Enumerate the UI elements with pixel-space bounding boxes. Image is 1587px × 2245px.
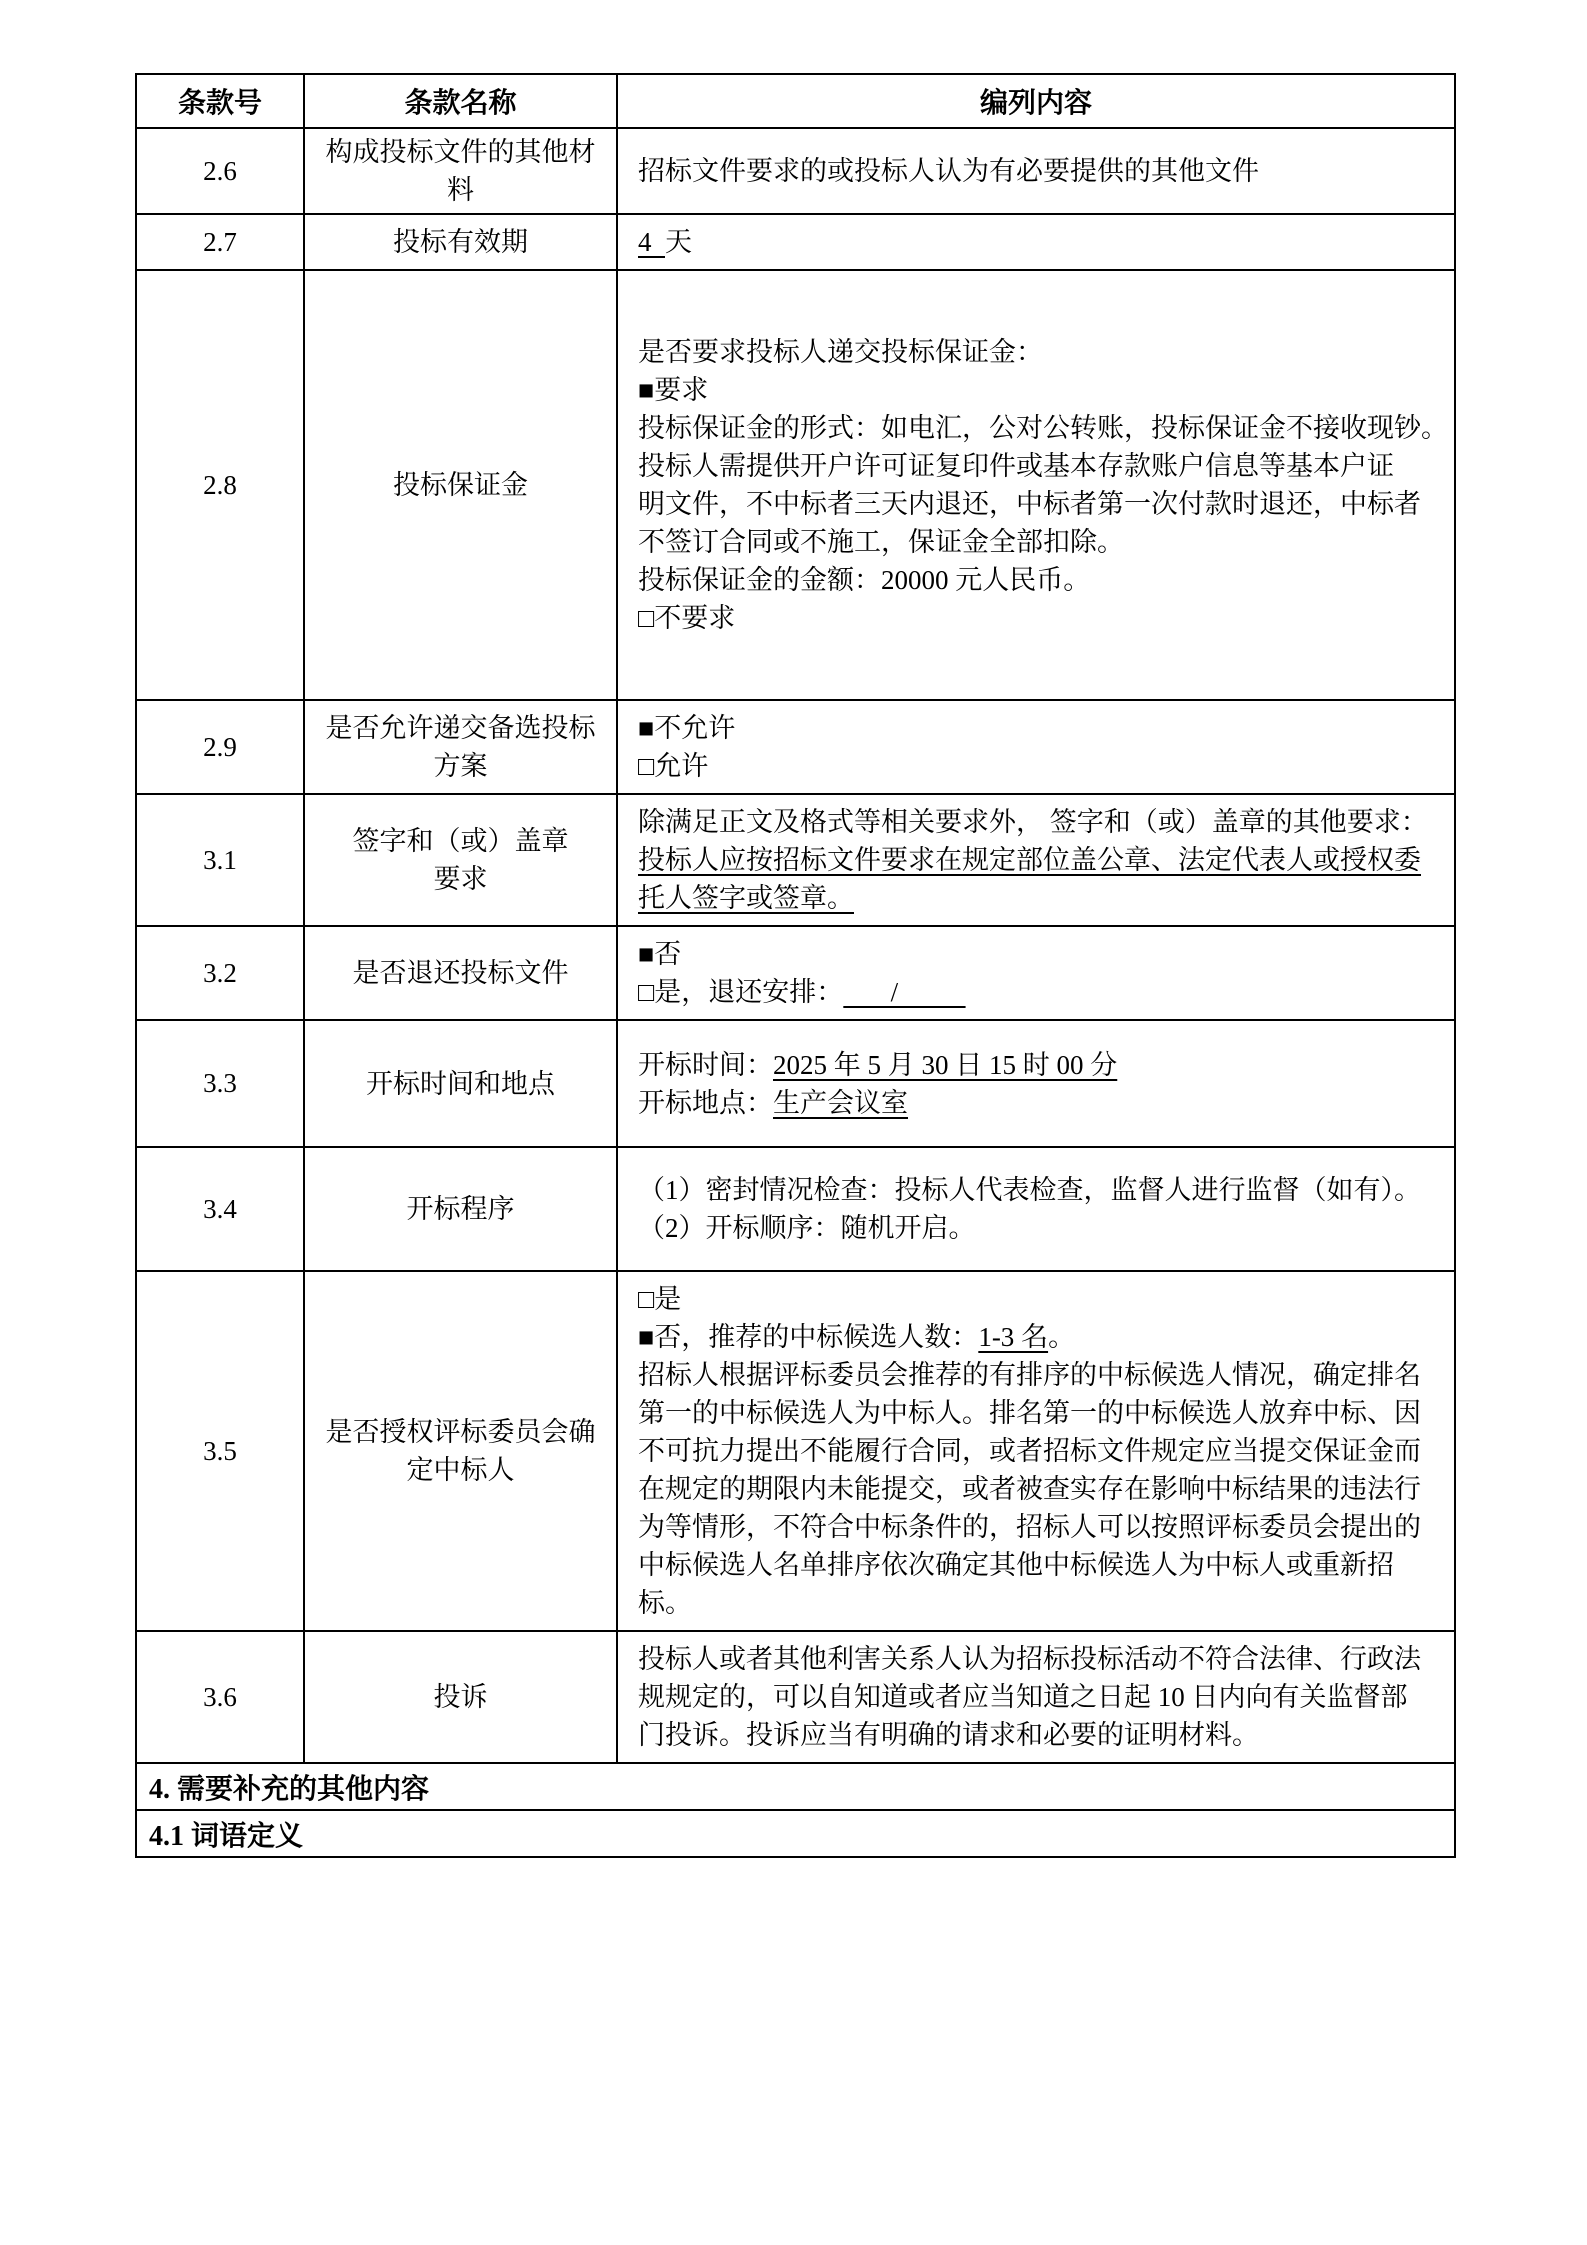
- text-segment: 明文件，不中标者三天内退还，中标者第一次付款时退还，中标者: [638, 489, 1421, 519]
- text-segment: 为等情形，不符合中标条件的，招标人可以按照评标委员会提出的: [638, 1512, 1421, 1542]
- text-segment: 投标人或者其他利害关系人认为招标投标活动不符合法律、行政法: [638, 1644, 1421, 1674]
- section-4-title: 4. 需要补充的其他内容: [136, 1763, 1455, 1810]
- content-line: [638, 223, 1448, 261]
- text-segment: 在规定的期限内未能提交，或者被查实存在影响中标结果的违法行: [638, 1474, 1421, 1504]
- content-line: [638, 1280, 1448, 1318]
- col-header-content: 编列内容: [617, 74, 1455, 128]
- underlined-text: 生产会议室: [773, 1087, 908, 1118]
- text-segment: □允许: [638, 751, 709, 781]
- content-line: [638, 409, 1448, 447]
- clause-no: 2.9: [136, 700, 304, 794]
- text-segment: 招标人根据评标委员会推荐的有排序的中标候选人情况，确定排名: [638, 1360, 1421, 1390]
- content-line: [638, 1432, 1448, 1470]
- content-line: [638, 747, 1448, 785]
- text-segment: 投标保证金的金额：20000 元人民币。: [638, 565, 1091, 595]
- text-segment: 不签订合同或不施工，保证金全部扣除。: [638, 527, 1124, 557]
- text-segment: （2）开标顺序：随机开启。: [638, 1213, 976, 1243]
- col-header-clause-no: 条款号: [136, 74, 304, 128]
- clause-content: [617, 926, 1455, 1020]
- table-row: [136, 1271, 1455, 1631]
- clause-name: 构成投标文件的其他材 料: [304, 128, 617, 214]
- text-segment: □不要求: [638, 603, 736, 633]
- header-row: [136, 74, 1455, 128]
- content-line: [638, 447, 1448, 485]
- clause-content: [617, 1147, 1455, 1271]
- clauses-body: [136, 128, 1455, 1763]
- clause-content: [617, 1271, 1455, 1631]
- content-line: [638, 295, 1448, 333]
- text-segment: 第一的中标候选人为中标人。排名第一的中标候选人放弃中标、因: [638, 1398, 1421, 1428]
- section-row-4-1: [136, 1810, 1455, 1857]
- table-row: [136, 926, 1455, 1020]
- text-segment: 不可抗力提出不能履行合同，或者招标文件规定应当提交保证金而: [638, 1436, 1421, 1466]
- clause-name: 是否允许递交备选投标 方案: [304, 700, 617, 794]
- clause-content: [617, 1020, 1455, 1147]
- clause-name: 是否退还投标文件: [304, 926, 617, 1020]
- text-segment: 投标人需提供开户许可证复印件或基本存款账户信息等基本户证: [638, 451, 1394, 481]
- content-line: [638, 1318, 1448, 1356]
- clause-name: 开标程序: [304, 1147, 617, 1271]
- content-line: [638, 1640, 1448, 1678]
- content-line: [638, 973, 1448, 1011]
- content-line: [638, 371, 1448, 409]
- clause-name: 签字和（或）盖章 要求: [304, 794, 617, 926]
- text-segment: ■否: [638, 939, 682, 969]
- section-rows: [136, 1763, 1455, 1857]
- content-line: [638, 152, 1448, 190]
- clause-name: 是否授权评标委员会确 定中标人: [304, 1271, 617, 1631]
- clause-no: 3.4: [136, 1147, 304, 1271]
- clause-name: 投标有效期: [304, 214, 617, 270]
- clause-content: [617, 214, 1455, 270]
- content-line: [638, 1678, 1448, 1716]
- text-segment: 中标候选人名单排序依次确定其他中标候选人为中标人或重新招: [638, 1550, 1394, 1580]
- text-segment: 除满足正文及格式等相关要求外， 签字和（或）盖章的其他要求：: [638, 807, 1428, 837]
- text-segment: 开标时间：: [638, 1049, 773, 1080]
- clause-content: [617, 270, 1455, 700]
- clause-no: 2.8: [136, 270, 304, 700]
- table-row: [136, 700, 1455, 794]
- content-line: [638, 1584, 1448, 1622]
- clause-no: 3.1: [136, 794, 304, 926]
- text-segment: 门投诉。投诉应当有明确的请求和必要的证明材料。: [638, 1720, 1259, 1750]
- content-line: [638, 1171, 1448, 1209]
- content-line: [638, 561, 1448, 599]
- content-line: [638, 1356, 1448, 1394]
- content-line: [638, 637, 1448, 675]
- text-segment: 规规定的，可以自知道或者应当知道之日起 10 日内向有关监督部: [638, 1682, 1408, 1712]
- section-row-4: [136, 1763, 1455, 1810]
- table-row: [136, 214, 1455, 270]
- underlined-text: /: [843, 977, 966, 1007]
- clause-content: [617, 700, 1455, 794]
- content-line: [638, 841, 1448, 879]
- table-header: [136, 74, 1455, 128]
- content-line: [638, 935, 1448, 973]
- table-row: [136, 1147, 1455, 1271]
- text-segment: 天: [665, 227, 692, 257]
- underlined-text: 托人签字或签章。: [638, 883, 854, 913]
- content-line: [638, 1470, 1448, 1508]
- text-segment: ■否，推荐的中标候选人数：: [638, 1322, 979, 1352]
- text-segment: 投标保证金的形式：如电汇，公对公转账，投标保证金不接收现钞。: [638, 413, 1448, 443]
- content-line: [638, 803, 1448, 841]
- content-line: [638, 1716, 1448, 1754]
- underlined-text: 投标人应按招标文件要求在规定部位盖公章、法定代表人或授权委: [638, 845, 1421, 875]
- text-segment: 标。: [638, 1588, 692, 1618]
- content-line: [638, 599, 1448, 637]
- content-line: [638, 523, 1448, 561]
- content-line: [638, 485, 1448, 523]
- clause-name: 投标保证金: [304, 270, 617, 700]
- table-row: [136, 794, 1455, 926]
- content-line: [638, 1508, 1448, 1546]
- table-row: [136, 270, 1455, 700]
- clause-content: [617, 128, 1455, 214]
- table-row: [136, 1631, 1455, 1763]
- content-line: [638, 879, 1448, 917]
- clause-no: 2.7: [136, 214, 304, 270]
- text-segment: 招标文件要求的或投标人认为有必要提供的其他文件: [638, 156, 1259, 186]
- content-line: [638, 1084, 1448, 1122]
- text-segment: ■不允许: [638, 713, 736, 743]
- underlined-text: 2025 年 5 月 30 日 15 时 00 分: [773, 1049, 1118, 1080]
- text-segment: 开标地点：: [638, 1087, 773, 1118]
- text-segment: ■要求: [638, 375, 709, 405]
- content-line: [638, 333, 1448, 371]
- clause-name: 开标时间和地点: [304, 1020, 617, 1147]
- content-line: [638, 1546, 1448, 1584]
- clause-content: [617, 794, 1455, 926]
- text-segment: 是否要求投标人递交投标保证金：: [638, 337, 1043, 367]
- col-header-clause-name: 条款名称: [304, 74, 617, 128]
- text-segment: （1）密封情况检查：投标人代表检查，监督人进行监督（如有）。: [638, 1175, 1421, 1205]
- clauses-table: [135, 73, 1456, 1858]
- clause-no: 3.5: [136, 1271, 304, 1631]
- content-line: [638, 1394, 1448, 1432]
- underlined-text: 1-3 名: [978, 1322, 1049, 1352]
- underlined-text: 4: [638, 227, 665, 257]
- content-line: [638, 1046, 1448, 1084]
- clause-no: 3.2: [136, 926, 304, 1020]
- table-row: [136, 1020, 1455, 1147]
- text-segment: 。: [1048, 1322, 1076, 1352]
- table-row: [136, 128, 1455, 214]
- clause-content: [617, 1631, 1455, 1763]
- clause-no: 2.6: [136, 128, 304, 214]
- section-4-1-title: 4.1 词语定义: [136, 1810, 1455, 1857]
- content-line: [638, 709, 1448, 747]
- text-segment: □是，退还安排：: [638, 977, 844, 1007]
- clause-no: 3.6: [136, 1631, 304, 1763]
- text-segment: □是: [638, 1284, 682, 1314]
- content-line: [638, 1209, 1448, 1247]
- clause-no: 3.3: [136, 1020, 304, 1147]
- clause-name: 投诉: [304, 1631, 617, 1763]
